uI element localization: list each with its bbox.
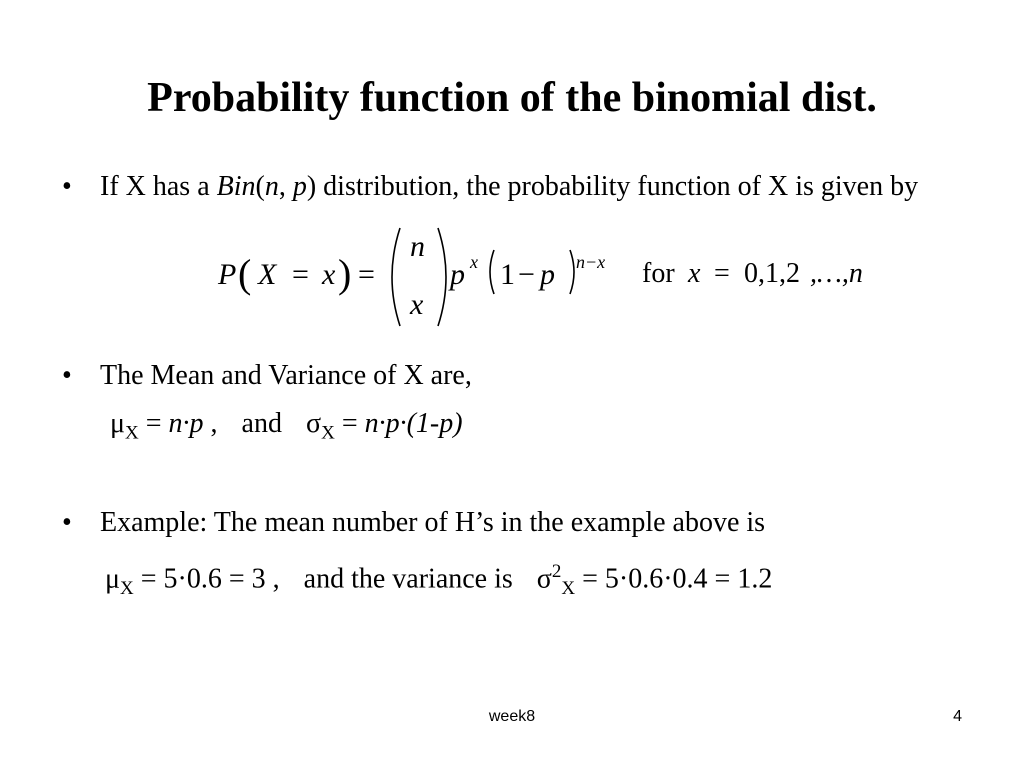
formula-var-x: x [688,258,701,289]
mean-comma: , [203,408,218,439]
example-comma: , [265,563,280,595]
formula-range-nums: 0,1,2 [744,258,800,289]
example-and-text: and the variance is [303,563,513,595]
formula-lparen: ( [238,251,252,296]
bullet1-paren-open: ( [255,171,265,202]
variance-expression: n·p·(1-p) [364,408,463,439]
formula-range-rest: ,…,n [810,258,863,289]
binom-bottom-x: x [410,288,424,321]
formula-eq3: = [714,258,730,289]
variance-equals: = [334,408,365,439]
example-mean-calc: = 5·0.6 = 3 [133,563,266,595]
bullet1-paren-close: ) [306,171,317,202]
mean-expression: n·p [168,408,204,439]
mean-variance-formulas [110,406,463,452]
formula-eq1: = [292,258,309,291]
formula-rparen: ) [338,251,352,296]
bullet1-post: distribution, the probability function of X is given by [316,171,919,202]
formula-p1: p [450,258,465,291]
bullet1-n: n [264,171,279,202]
formula-for: for [642,258,675,289]
bullet-dot: • [62,360,72,391]
binom-top-n: n [410,230,425,263]
formula-exp-n-minus-x: n−x [576,252,606,272]
bullet2-text: The Mean and Variance of X are, [100,360,472,391]
example-sigma-sup: 2 [551,561,562,582]
formula-p2: p [540,258,555,291]
binomial-pmf-formula [218,222,898,332]
bullet3-text: Example: The mean number of H’s in the example above is [100,507,766,538]
slide-title: Probability function of the binomial dist. [147,75,877,121]
and-word: and [241,408,282,439]
bullet1-comma: , [278,171,293,202]
example-variance-calc: = 5·0.6·0.4 = 1.2 [575,563,773,595]
page-number: 4 [953,708,962,725]
formula-x: x [322,258,336,291]
bullet1-p: p [292,171,307,202]
example-calculation [105,554,772,607]
bullet-dot: • [62,507,72,538]
bullet1-bin: Bin [216,171,256,202]
bullet-example [62,503,980,543]
formula-eq2: = [358,258,375,291]
example-sigma-subscript: X [561,577,576,599]
bullet-dot: • [62,171,72,202]
example-mu-subscript: X [120,577,134,599]
bullet-mean-variance [62,356,980,396]
formula-one: 1 [500,258,515,291]
mu-symbol: μ [110,408,126,439]
example-sigma-symbol: σ [536,563,552,595]
mu-subscript: X [125,422,139,444]
formula-exp-x: x [470,252,478,272]
formula-X: X [258,258,277,291]
formula-P: P [218,258,237,291]
sigma-subscript: X [321,422,335,444]
example-mu-symbol: μ [105,563,121,595]
bullet-binomial-definition [62,167,980,207]
sigma-symbol: σ [305,408,322,439]
bullet1-pre: If X has a [100,171,217,202]
footer-label: week8 [488,708,536,725]
formula-minus: − [518,258,535,291]
mean-equals: = [138,408,169,439]
